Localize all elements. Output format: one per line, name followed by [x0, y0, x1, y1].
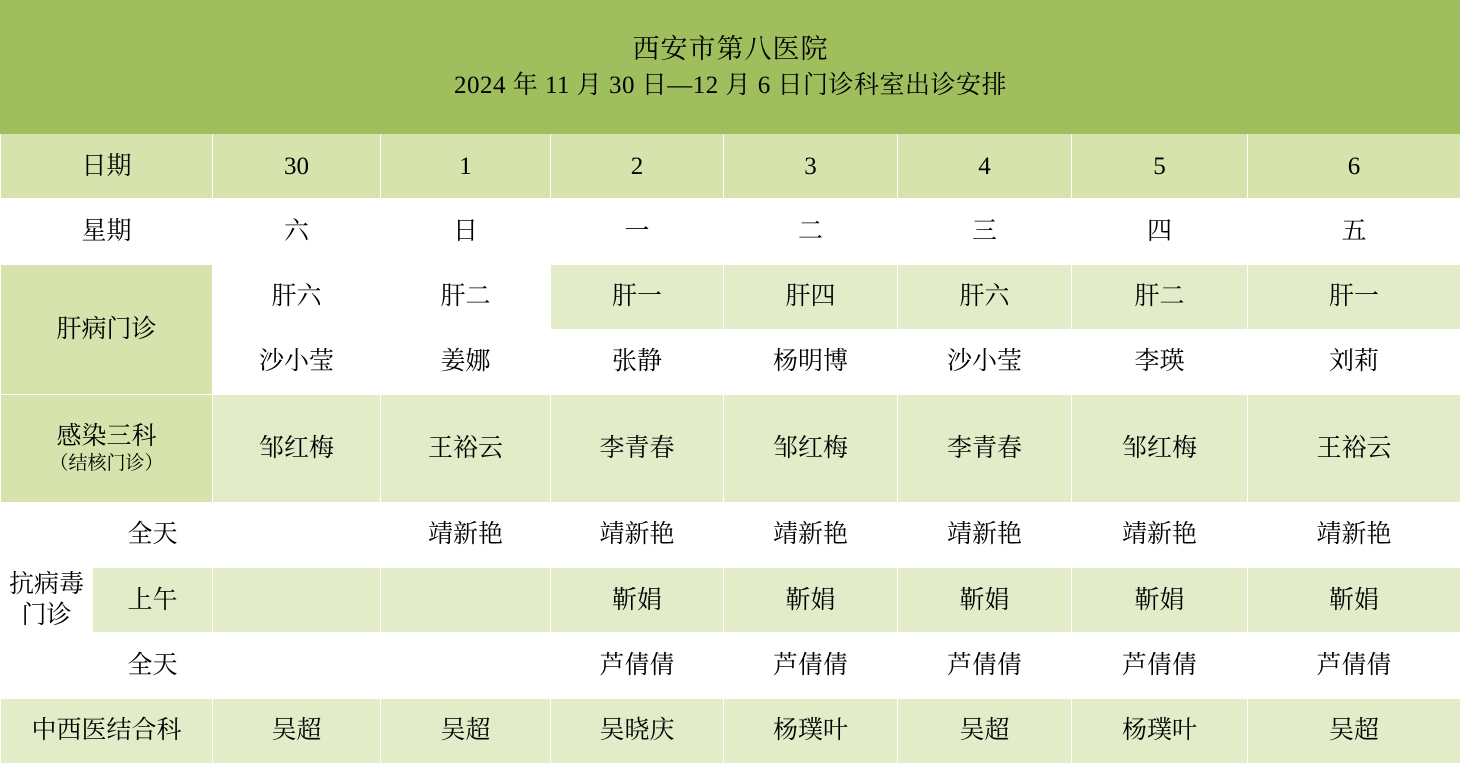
antiviral-doctor-cell: [213, 568, 381, 633]
weekday-cell: 二: [724, 199, 898, 264]
antiviral-doctor-cell: 靳娟: [898, 568, 1072, 633]
liver-doctor-cell: 张静: [551, 329, 724, 394]
liver-room-cell: 肝四: [724, 264, 898, 329]
tcm-doctor-cell: 吴超: [381, 698, 551, 763]
infection-doctor-cell: 李青春: [551, 395, 724, 503]
weekday-row-label: 星期: [1, 199, 213, 264]
weekday-cell: 六: [213, 199, 381, 264]
schedule-subtitle: 2024 年 11 月 30 日—12 月 6 日门诊科室出诊安排: [453, 72, 1008, 100]
liver-room-cell: 肝六: [213, 264, 381, 329]
antiviral-doctor-cell: [381, 568, 551, 633]
weekday-cell: 五: [1248, 199, 1460, 264]
antiviral-shift-row-1: [1, 503, 1460, 568]
weekday-row: [1, 199, 1460, 264]
infection-row: [1, 395, 1460, 503]
antiviral-doctor-cell: 靖新艳: [724, 503, 898, 568]
department-label-tcm: 中西医结合科: [1, 698, 213, 763]
antiviral-doctor-cell: 靖新艳: [1248, 503, 1460, 568]
department-label-antiviral: 抗病毒门诊: [1, 503, 93, 699]
antiviral-doctor-cell: [381, 633, 551, 698]
antiviral-doctor-cell: 芦倩倩: [1248, 633, 1460, 698]
antiviral-shift-row-3: [1, 633, 1460, 698]
infection-doctor-cell: 邹红梅: [724, 395, 898, 503]
date-cell: 3: [724, 134, 898, 199]
date-cell: 30: [213, 134, 381, 199]
liver-room-cell: 肝一: [551, 264, 724, 329]
liver-doctor-cell: 杨明博: [724, 329, 898, 394]
tcm-doctor-cell: 吴超: [213, 698, 381, 763]
department-label-infection: [1, 395, 213, 503]
liver-clinic-doctor-row: [1, 329, 1460, 394]
antiviral-doctor-cell: 靖新艳: [1072, 503, 1248, 568]
antiviral-doctor-cell: [213, 633, 381, 698]
hospital-name: 西安市第八医院: [632, 33, 829, 64]
antiviral-doctor-cell: 芦倩倩: [1072, 633, 1248, 698]
antiviral-shift-row-2: [1, 568, 1460, 633]
tcm-doctor-cell: 杨璞叶: [1072, 698, 1248, 763]
tcm-doctor-cell: 吴超: [1248, 698, 1460, 763]
antiviral-shift-label: 全天: [93, 633, 213, 698]
infection-doctor-cell: 王裕云: [1248, 395, 1460, 503]
antiviral-doctor-cell: 靳娟: [1248, 568, 1460, 633]
antiviral-doctor-cell: 靖新艳: [551, 503, 724, 568]
weekday-cell: 四: [1072, 199, 1248, 264]
date-row: [1, 134, 1460, 199]
date-cell: 2: [551, 134, 724, 199]
schedule-title: [1, 1, 1460, 134]
liver-room-cell: 肝二: [1072, 264, 1248, 329]
antiviral-doctor-cell: 芦倩倩: [551, 633, 724, 698]
liver-room-cell: 肝六: [898, 264, 1072, 329]
date-row-label: 日期: [1, 134, 213, 199]
antiviral-doctor-cell: 靖新艳: [898, 503, 1072, 568]
weekday-cell: 一: [551, 199, 724, 264]
liver-room-cell: 肝一: [1248, 264, 1460, 329]
infection-doctor-cell: 王裕云: [381, 395, 551, 503]
infection-doctor-cell: 李青春: [898, 395, 1072, 503]
department-label-liver: 肝病门诊: [1, 264, 213, 394]
antiviral-doctor-cell: 靳娟: [1072, 568, 1248, 633]
infection-doctor-cell: 邹红梅: [1072, 395, 1248, 503]
liver-doctor-cell: 刘莉: [1248, 329, 1460, 394]
antiviral-doctor-cell: 靖新艳: [381, 503, 551, 568]
antiviral-doctor-cell: 芦倩倩: [898, 633, 1072, 698]
tcm-doctor-cell: 杨璞叶: [724, 698, 898, 763]
date-cell: 1: [381, 134, 551, 199]
tcm-doctor-cell: 吴晓庆: [551, 698, 724, 763]
antiviral-doctor-cell: [213, 503, 381, 568]
title-row: [1, 1, 1460, 134]
antiviral-doctor-cell: 芦倩倩: [724, 633, 898, 698]
tcm-row: [1, 698, 1460, 763]
tcm-doctor-cell: 吴超: [898, 698, 1072, 763]
liver-clinic-room-row: [1, 264, 1460, 329]
infection-doctor-cell: 邹红梅: [213, 395, 381, 503]
infection-label-main: 感染三科: [56, 423, 157, 451]
antiviral-doctor-cell: 靳娟: [551, 568, 724, 633]
liver-doctor-cell: 沙小莹: [898, 329, 1072, 394]
antiviral-doctor-cell: 靳娟: [724, 568, 898, 633]
liver-doctor-cell: 沙小莹: [213, 329, 381, 394]
date-cell: 5: [1072, 134, 1248, 199]
infection-label-sub: （结核门诊）: [49, 453, 164, 475]
date-cell: 4: [898, 134, 1072, 199]
weekday-cell: 日: [381, 199, 551, 264]
date-cell: 6: [1248, 134, 1460, 199]
liver-doctor-cell: 李瑛: [1072, 329, 1248, 394]
antiviral-shift-label: 全天: [93, 503, 213, 568]
antiviral-shift-label: 上午: [93, 568, 213, 633]
liver-doctor-cell: 姜娜: [381, 329, 551, 394]
weekday-cell: 三: [898, 199, 1072, 264]
liver-room-cell: 肝二: [381, 264, 551, 329]
